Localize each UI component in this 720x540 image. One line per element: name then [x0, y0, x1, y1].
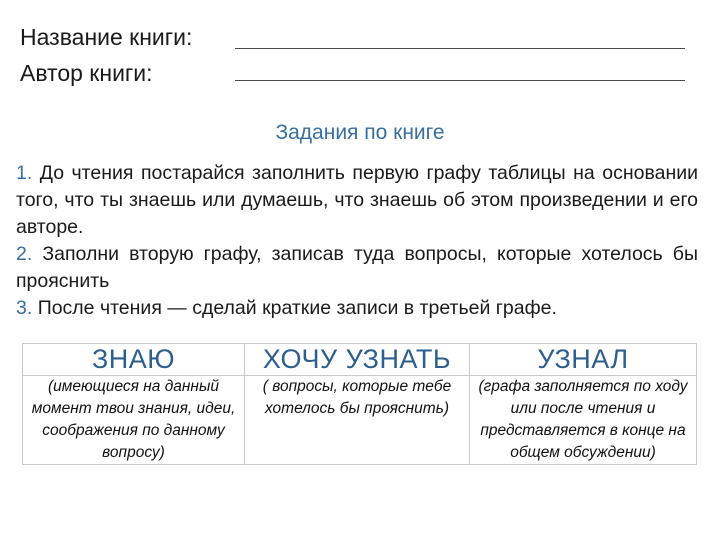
- kwl-table: [22, 343, 697, 465]
- book-author-label: Автор книги:: [20, 60, 153, 86]
- column-header-learned: УЗНАЛ: [470, 344, 697, 376]
- column-note-learned: (графа заполняется по ходу или после чтения и представляется в конце на общем обсуждении): [470, 376, 697, 465]
- instruction-item: [16, 241, 698, 295]
- book-author-blank-line[interactable]: [235, 80, 685, 81]
- instruction-item: [16, 295, 698, 322]
- column-note-know: (имеющиеся на данный момент твои знания, идеи, соображения по данному вопросу): [23, 376, 245, 465]
- section-title: Задания по книге: [275, 121, 445, 144]
- instruction-item: [16, 160, 698, 241]
- instruction-text: После чтения — сделай краткие записи в третьей графе.: [37, 297, 557, 319]
- table-notes-row: [23, 376, 697, 465]
- column-note-want: ( вопросы, которые тебе хотелось бы прояснить): [245, 376, 470, 465]
- column-header-know: ЗНАЮ: [23, 344, 245, 376]
- instruction-number: 2.: [16, 243, 33, 265]
- book-title-blank-line[interactable]: [235, 48, 685, 49]
- instruction-number: 1.: [16, 162, 33, 184]
- instructions: [16, 160, 698, 322]
- instruction-text: До чтения постарайся заполнить первую графу таблицы на основании того, что ты знаешь или думаешь, что знаешь об этом произведении и его авторе.: [16, 162, 698, 238]
- instruction-text: Заполни вторую графу, записав туда вопросы, которые хотелось бы прояснить: [16, 243, 698, 292]
- table-header-row: [23, 344, 697, 376]
- instruction-number: 3.: [16, 297, 33, 319]
- book-title-label: Название книги:: [20, 24, 193, 50]
- column-header-want: ХОЧУ УЗНАТЬ: [245, 344, 470, 376]
